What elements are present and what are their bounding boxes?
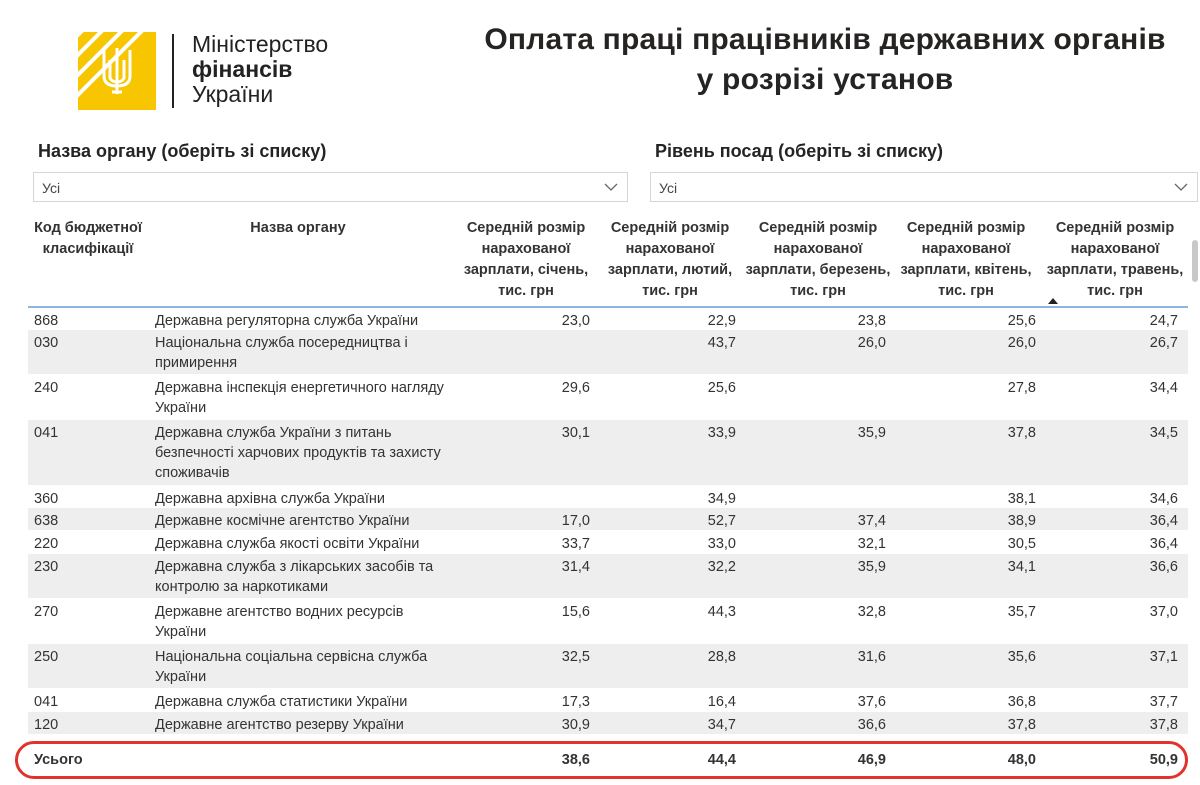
cell-apr: 36,8 [1007, 694, 1036, 710]
cell-mar: 23,8 [857, 313, 886, 329]
table-row[interactable] [28, 599, 1188, 644]
cell-may: 37,0 [1149, 604, 1178, 620]
cell-may: 26,7 [1149, 335, 1178, 351]
cell-mar: 37,4 [857, 513, 886, 529]
salary-table [28, 210, 1188, 735]
cell-name: Державна служба з лікарських засобів та контролю за наркотиками [155, 559, 434, 595]
table-row[interactable] [28, 554, 1188, 599]
header-jan[interactable]: Середній розмір нарахованої зарплати, січень, тис. грн [463, 220, 589, 299]
cell-mar: 35,9 [857, 425, 886, 441]
cell-mar: 31,6 [857, 649, 886, 665]
page-title-line-1: Оплата праці працівників державних органів [484, 23, 1166, 56]
cell-jan: 23,0 [561, 313, 590, 329]
cell-feb: 25,6 [707, 380, 736, 396]
cell-name: Національна служба посередництва і примирення [155, 335, 408, 371]
cell-name: Державна регуляторна служба України [155, 313, 419, 329]
total-apr: 48,0 [1007, 752, 1036, 768]
cell-code: 120 [34, 717, 59, 733]
cell-may: 36,4 [1149, 536, 1178, 552]
level-filter-label: Рівень посад (оберіть зі списку) [655, 141, 943, 161]
table-row[interactable] [28, 531, 1188, 554]
cell-name: Державне космічне агентство України [155, 513, 410, 529]
organ-filter-label: Назва органу (оберіть зі списку) [38, 141, 327, 161]
table-header [28, 210, 1188, 308]
table-row[interactable] [28, 375, 1188, 420]
cell-feb: 22,9 [707, 313, 736, 329]
cell-apr: 30,5 [1007, 536, 1036, 552]
cell-code: 868 [34, 313, 59, 329]
cell-jan: 17,0 [561, 513, 590, 529]
cell-may: 37,1 [1149, 649, 1178, 665]
cell-code: 041 [34, 425, 59, 441]
cell-code: 230 [34, 559, 59, 575]
ministry-logo [78, 32, 378, 112]
cell-feb: 34,9 [707, 491, 736, 507]
cell-apr: 37,8 [1007, 717, 1036, 733]
total-jan: 38,6 [561, 752, 590, 768]
cell-feb: 32,2 [707, 559, 736, 575]
chevron-down-icon [603, 179, 619, 195]
cell-mar: 37,6 [857, 694, 886, 710]
cell-apr: 26,0 [1007, 335, 1036, 351]
cell-mar: 35,9 [857, 559, 886, 575]
total-feb: 44,4 [707, 752, 736, 768]
cell-feb: 43,7 [707, 335, 736, 351]
cell-name: Державне агентство резерву України [155, 717, 404, 733]
cell-code: 250 [34, 649, 59, 665]
sort-ascending-icon[interactable] [1048, 298, 1058, 304]
table-body [28, 308, 1188, 735]
cell-name: Державна служба України з питань безпечності харчових продуктів та захисту споживачів [155, 425, 441, 481]
cell-may: 24,7 [1149, 313, 1178, 329]
cell-mar: 36,6 [857, 717, 886, 733]
cell-apr: 35,7 [1007, 604, 1036, 620]
cell-may: 34,5 [1149, 425, 1178, 441]
logo-divider [172, 34, 174, 108]
cell-name: Державна служба якості освіти України [155, 536, 420, 552]
cell-jan: 30,9 [561, 717, 590, 733]
organ-filter-dropdown[interactable] [33, 172, 628, 202]
cell-jan: 32,5 [561, 649, 590, 665]
cell-code: 030 [34, 335, 59, 351]
cell-code: 638 [34, 513, 59, 529]
chevron-down-icon [1173, 179, 1189, 195]
logo-line-2: фінансів [192, 56, 293, 82]
cell-jan: 31,4 [561, 559, 590, 575]
table-row[interactable] [28, 689, 1188, 712]
cell-code: 240 [34, 380, 59, 396]
total-highlight-oval [15, 741, 1188, 779]
cell-feb: 44,3 [707, 604, 736, 620]
cell-mar: 32,1 [857, 536, 886, 552]
cell-may: 36,4 [1149, 513, 1178, 529]
organ-filter-value: Усі [42, 180, 61, 196]
table-row[interactable] [28, 712, 1188, 735]
cell-may: 37,7 [1149, 694, 1178, 710]
header-may[interactable]: Середній розмір нарахованої зарплати, травень, тис. грн [1046, 220, 1184, 299]
cell-apr: 25,6 [1007, 313, 1036, 329]
cell-apr: 38,1 [1007, 491, 1036, 507]
cell-jan: 15,6 [561, 604, 590, 620]
cell-name: Державна служба статистики України [155, 694, 408, 710]
page-title [455, 20, 1195, 100]
cell-apr: 35,6 [1007, 649, 1036, 665]
table-row[interactable] [28, 308, 1188, 330]
header-mar[interactable]: Середній розмір нарахованої зарплати, березень, тис. грн [745, 220, 891, 299]
table-row[interactable] [28, 330, 1188, 375]
total-mar: 46,9 [857, 752, 886, 768]
cell-name: Національна соціальна сервісна служба України [155, 649, 428, 685]
cell-code: 270 [34, 604, 59, 620]
table-row[interactable] [28, 486, 1188, 508]
header-feb[interactable]: Середній розмір нарахованої зарплати, лютий, тис. грн [607, 220, 733, 299]
cell-name: Державна інспекція енергетичного нагляду України [155, 380, 444, 416]
cell-may: 36,6 [1149, 559, 1178, 575]
cell-apr: 34,1 [1007, 559, 1036, 575]
cell-jan: 17,3 [561, 694, 590, 710]
cell-code: 360 [34, 491, 59, 507]
level-filter-value: Усі [659, 180, 678, 196]
cell-feb: 34,7 [707, 717, 736, 733]
logo-line-1: Міністерство [192, 31, 329, 57]
cell-jan: 29,6 [561, 380, 590, 396]
total-may: 50,9 [1149, 752, 1178, 768]
page-title-line-2: у розрізі установ [696, 63, 954, 96]
cell-feb: 52,7 [707, 513, 736, 529]
cell-jan: 33,7 [561, 536, 590, 552]
table-row[interactable] [28, 420, 1188, 486]
cell-may: 34,4 [1149, 380, 1178, 396]
cell-mar: 26,0 [857, 335, 886, 351]
cell-code: 041 [34, 694, 59, 710]
cell-may: 37,8 [1149, 717, 1178, 733]
cell-may: 34,6 [1149, 491, 1178, 507]
header-code[interactable]: Код бюджетної класифікації [34, 220, 142, 257]
cell-apr: 37,8 [1007, 425, 1036, 441]
cell-feb: 28,8 [707, 649, 736, 665]
header-apr[interactable]: Середній розмір нарахованої зарплати, квітень, тис. грн [900, 220, 1032, 299]
cell-jan: 30,1 [561, 425, 590, 441]
logo-text [192, 32, 328, 107]
cell-feb: 33,0 [707, 536, 736, 552]
level-filter-dropdown[interactable] [650, 172, 1198, 202]
cell-name: Державна архівна служба України [155, 491, 385, 507]
cell-code: 220 [34, 536, 59, 552]
cell-feb: 16,4 [707, 694, 736, 710]
logo-emblem-box [78, 32, 156, 110]
cell-feb: 33,9 [707, 425, 736, 441]
trident-icon [98, 46, 136, 96]
logo-line-3: України [192, 81, 274, 107]
header-name[interactable]: Назва органу [250, 220, 346, 236]
vertical-scrollbar[interactable] [1192, 240, 1198, 282]
table-row[interactable] [28, 644, 1188, 689]
cell-apr: 38,9 [1007, 513, 1036, 529]
cell-apr: 27,8 [1007, 380, 1036, 396]
cell-mar: 32,8 [857, 604, 886, 620]
table-row[interactable] [28, 508, 1188, 531]
total-label: Усього [34, 752, 83, 768]
cell-name: Державне агентство водних ресурсів України [155, 604, 404, 640]
